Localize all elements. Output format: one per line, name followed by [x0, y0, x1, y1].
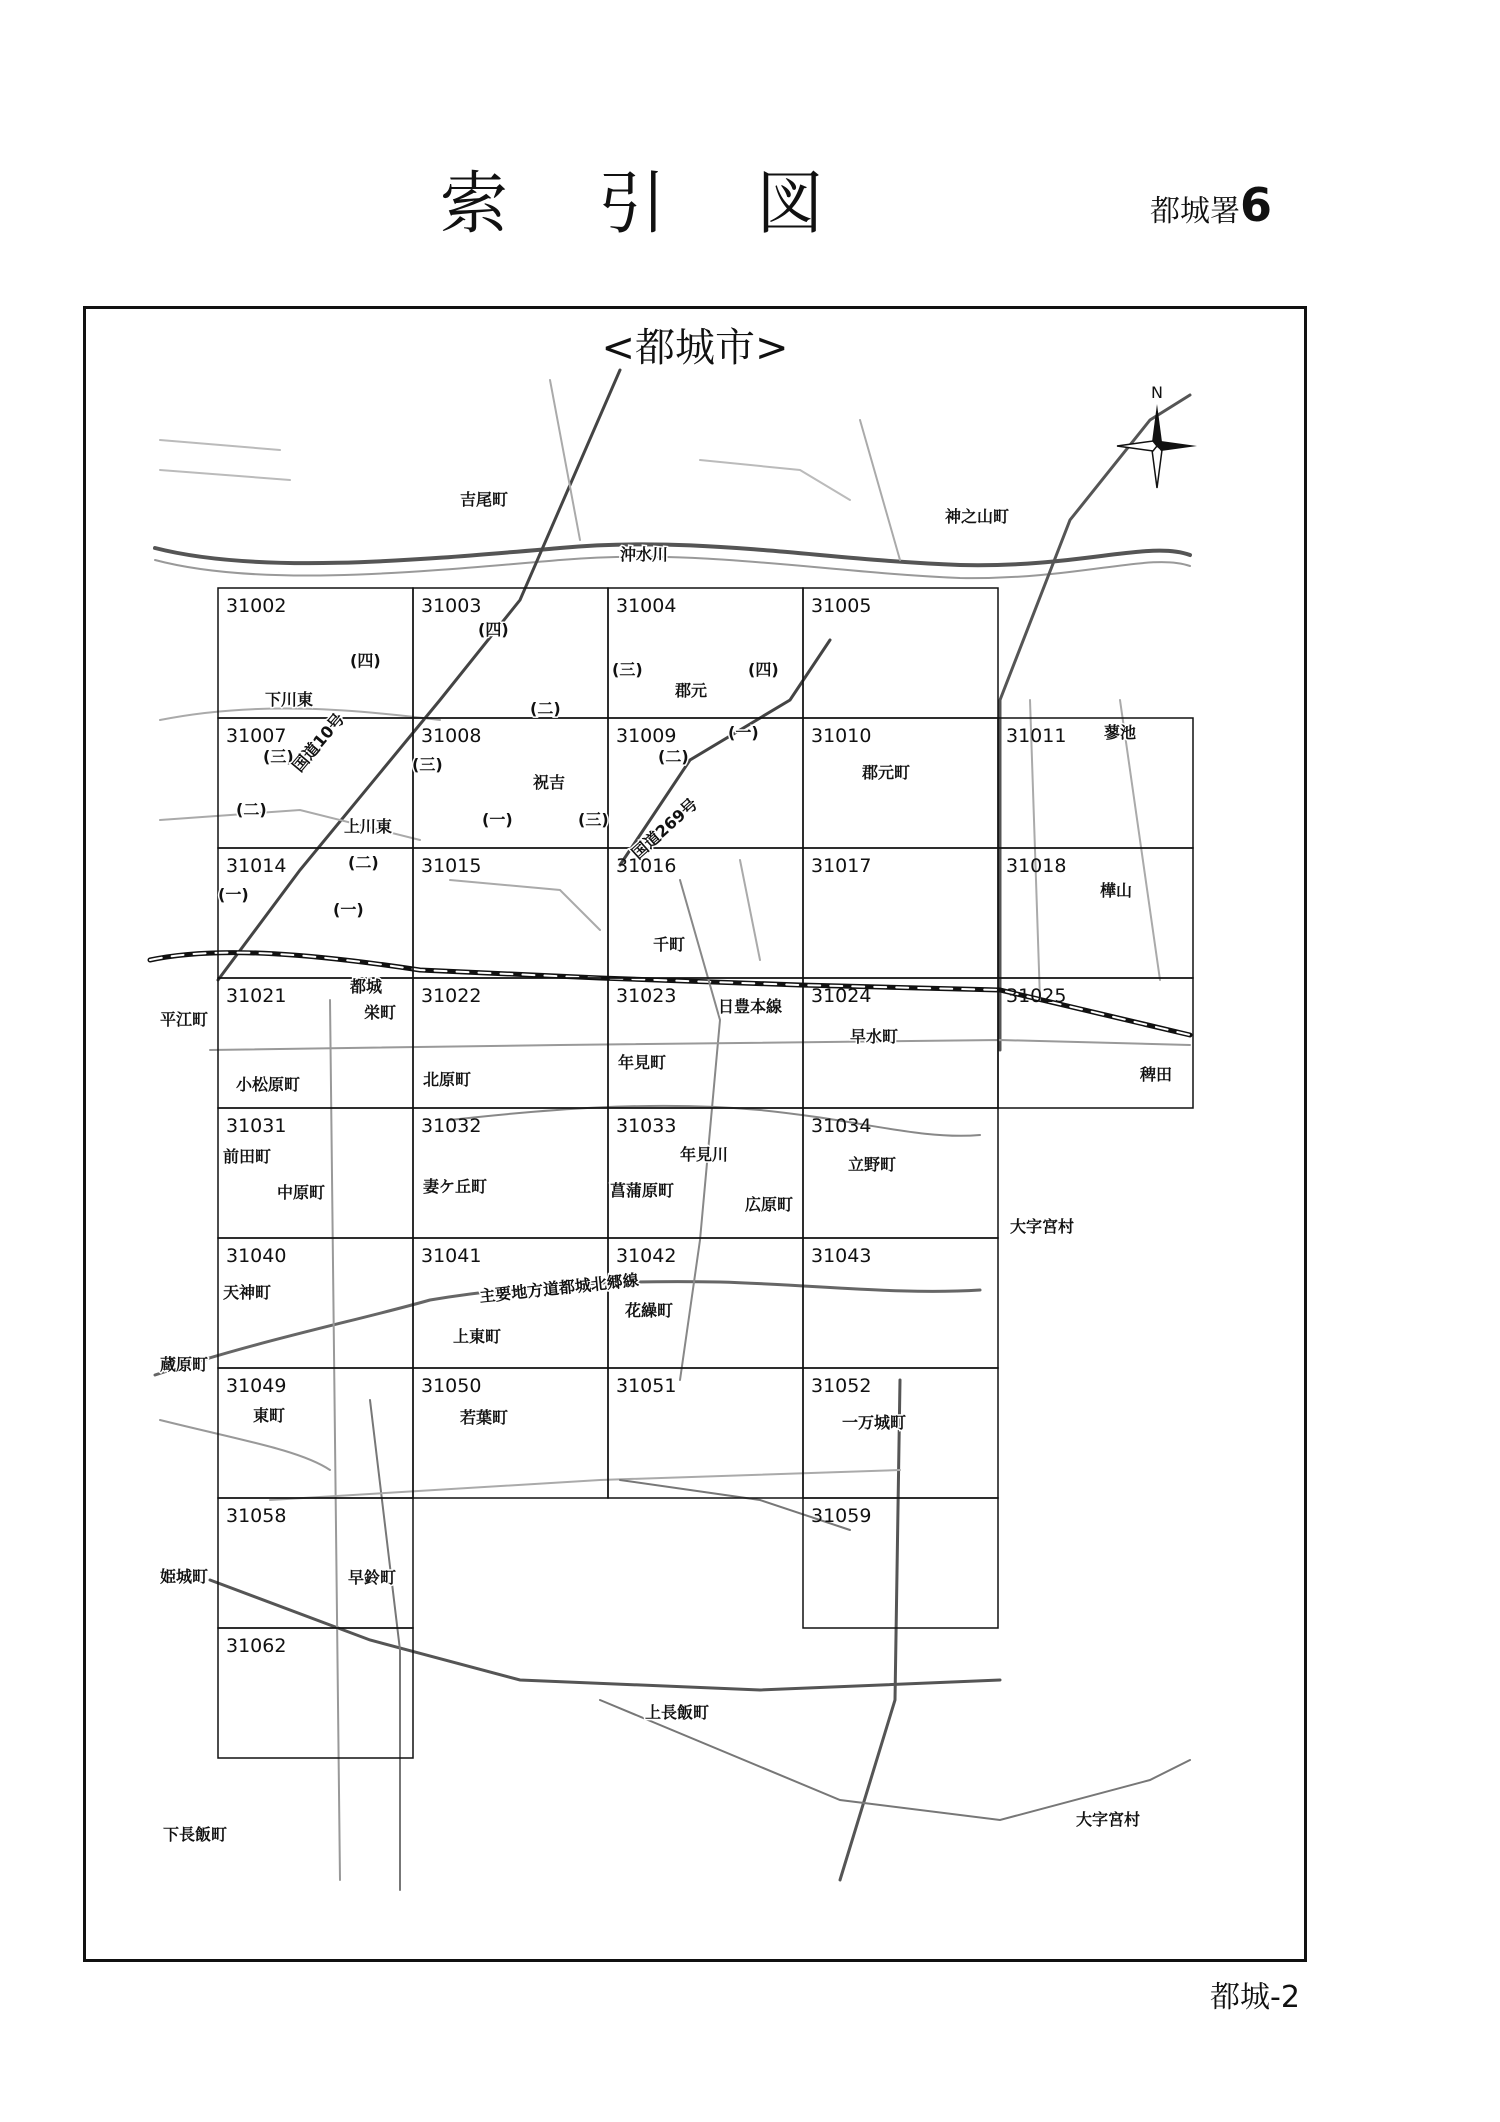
page-number: 都城-2: [1210, 1980, 1300, 2015]
place-label: (二): [530, 699, 561, 718]
place-label: (二): [348, 853, 379, 872]
place-label: 国道269号: [627, 794, 702, 863]
place-label: (四): [350, 651, 381, 670]
tile-number: 31052: [811, 1375, 872, 1397]
tile-number: 31003: [421, 595, 482, 617]
place-label: 妻ケ丘町: [423, 1177, 488, 1196]
place-label: (二): [658, 747, 689, 766]
place-label: 若葉町: [460, 1408, 509, 1427]
place-label: 郡元: [675, 681, 708, 700]
place-label: 祝吉: [533, 773, 566, 792]
place-label: 樺山: [1100, 881, 1133, 900]
place-label: 立野町: [848, 1155, 897, 1174]
place-label: 蔵原町: [160, 1355, 209, 1374]
tile-number: 31059: [811, 1505, 872, 1527]
tile-number: 31040: [226, 1245, 287, 1267]
place-label: 天神町: [223, 1283, 272, 1302]
place-label: (三): [612, 660, 643, 679]
place-label: 小松原町: [236, 1075, 301, 1094]
place-label: 早水町: [850, 1027, 899, 1046]
place-label: 中原町: [277, 1183, 326, 1202]
place-label: (二): [236, 800, 267, 819]
place-label: 大字宮村: [1010, 1217, 1075, 1236]
place-label: 沖水川: [620, 545, 669, 564]
place-label: 千町: [653, 935, 686, 954]
place-label: 郡元町: [862, 763, 911, 782]
tile-number: 31049: [226, 1375, 287, 1397]
tile-number: 31008: [421, 725, 482, 747]
place-label: 下長飯町: [163, 1825, 228, 1844]
place-label: (三): [263, 747, 294, 766]
place-label: (一): [482, 810, 513, 829]
place-label: 国道10号: [288, 709, 349, 776]
tile-number: 31011: [1006, 725, 1067, 747]
place-label: 吉尾町: [460, 490, 509, 509]
tile-number: 31007: [226, 725, 287, 747]
north-label: N: [1151, 384, 1163, 402]
page-title: 索引図: [440, 165, 915, 244]
place-label: (一): [218, 885, 249, 904]
tile-number: 31058: [226, 1505, 287, 1527]
place-label: 菖蒲原町: [610, 1181, 675, 1200]
place-label: 稗田: [1140, 1065, 1173, 1084]
place-label: (四): [478, 620, 509, 639]
place-label: (三): [412, 755, 443, 774]
place-label: 平江町: [160, 1010, 209, 1029]
tile-number: 31015: [421, 855, 482, 877]
place-label: (一): [728, 723, 759, 742]
place-label: 都城: [350, 977, 383, 996]
map-title: <都城市>: [601, 325, 789, 371]
tile-number: 31051: [616, 1375, 677, 1397]
tile-number: 31009: [616, 725, 677, 747]
place-label: 蓼池: [1104, 723, 1137, 742]
place-label: 前田町: [223, 1147, 272, 1166]
tile-number: 31010: [811, 725, 872, 747]
place-label: 花繰町: [625, 1301, 674, 1320]
tile-number: 31025: [1006, 985, 1067, 1007]
place-label: 大字宮村: [1076, 1810, 1141, 1829]
place-label: 神之山町: [945, 507, 1010, 526]
place-label: 上東町: [453, 1327, 502, 1346]
tile-number: 31042: [616, 1245, 677, 1267]
tile-number: 31032: [421, 1115, 482, 1137]
north-arrow-icon: [1112, 384, 1202, 494]
place-label: 上川東: [344, 817, 393, 836]
place-label: 北原町: [423, 1070, 472, 1089]
tile-number: 31041: [421, 1245, 482, 1267]
tile-number: 31021: [226, 985, 287, 1007]
tile-number: 31024: [811, 985, 872, 1007]
office-name: 都城署: [1150, 194, 1240, 229]
tile-number: 31033: [616, 1115, 677, 1137]
tile-number: 31017: [811, 855, 872, 877]
tile-number: 31031: [226, 1115, 287, 1137]
place-label: 上長飯町: [645, 1703, 710, 1722]
place-label: 主要地方道都城北郷線: [478, 1270, 640, 1306]
place-label: 下川東: [265, 690, 314, 709]
place-label: 姫城町: [160, 1567, 209, 1586]
tile-number: 31034: [811, 1115, 872, 1137]
tile-number: 31023: [616, 985, 677, 1007]
map-labels: [160, 490, 1172, 1844]
tile-number: 31016: [616, 855, 677, 877]
tile-number: 31050: [421, 1375, 482, 1397]
place-label: 栄町: [364, 1003, 397, 1022]
place-label: 年見町: [618, 1053, 667, 1072]
tile-number: 31002: [226, 595, 287, 617]
tile-number: 31005: [811, 595, 872, 617]
tile-number: 31062: [226, 1635, 287, 1657]
tile-number: 31043: [811, 1245, 872, 1267]
place-label: 東町: [253, 1406, 286, 1425]
tile-number: 31022: [421, 985, 482, 1007]
office-number: 6: [1240, 178, 1273, 232]
place-label: 日豊本線: [718, 997, 783, 1016]
place-label: 広原町: [745, 1195, 794, 1214]
tile-number: 31018: [1006, 855, 1067, 877]
tile-number: 31014: [226, 855, 287, 877]
place-label: 年見川: [680, 1145, 729, 1164]
place-label: (三): [578, 810, 609, 829]
place-label: 一万城町: [842, 1413, 907, 1432]
place-label: 早鈴町: [348, 1568, 397, 1587]
place-label: (四): [748, 660, 779, 679]
tile-number: 31004: [616, 595, 677, 617]
place-label: (一): [333, 900, 364, 919]
